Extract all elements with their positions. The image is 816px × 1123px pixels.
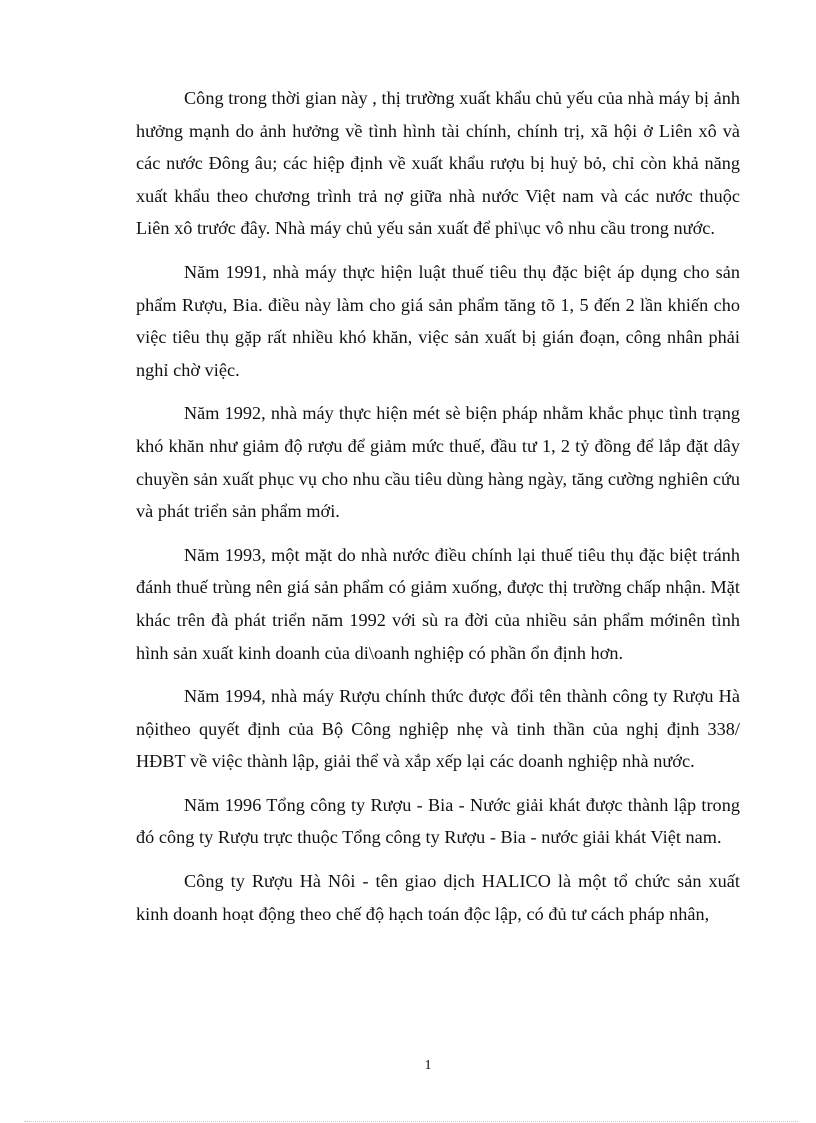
paragraph-2: Năm 1991, nhà máy thực hiện luật thuế tiêu thụ đặc biệt áp dụng cho sản phẩm Rượu, Bia. điều này làm cho giá sản phẩm tăng tõ 1, 5 đến 2 lần khiến cho việc tiêu thụ gặp rất nhiều khó khăn, việc sản xuất bị gián đoạn, công nhân phải nghỉ chờ việc. [136, 261, 740, 380]
page-number: 1 [424, 1058, 432, 1073]
document-body [136, 82, 740, 941]
paragraph-5: Năm 1994, nhà máy Rượu chính thức được đổi tên thành công ty Rượu Hà nộitheo quyết định của Bộ Công nghiệp nhẹ và tinh thần của nghị định 338/ HĐBT về việc thành lập, giải thể và xắp xếp lại các doanh nghiệp nhà nước. [136, 686, 740, 772]
paragraph-3: Năm 1992, nhà máy thực hiện mét sè biện pháp nhằm khắc phục tình trạng khó khăn như giảm độ rượu để giảm mức thuế, đầu tư 1, 2 tỷ đồng để lắp đặt dây chuyền sản xuất phục vụ cho nhu cầu tiêu dùng hàng ngày, tăng cường nghiên cứu và phát triển sản phẩm mới. [136, 403, 740, 522]
paragraph-7: Công ty Rượu Hà Nôi - tên giao dịch HALICO là một tổ chức sản xuất kinh doanh hoạt động theo chế độ hạch toán độc lập, có đủ tư cách pháp nhân, [136, 871, 740, 924]
paragraph-6: Năm 1996 Tổng công ty Rượu - Bia - Nước giải khát được thành lập trong đó công ty Rượu trực thuộc Tổng công ty Rượu - Bia - nước giải khát Việt nam. [136, 794, 740, 848]
paragraph-4: Năm 1993, một mặt do nhà nước điều chính lại thuế tiêu thụ đặc biệt tránh đánh thuế trùng nên giá sản phẩm có giảm xuống, được thị trường chấp nhận. Mặt khác trên đà phát triển năm 1992 với sù ra đời của nhiều sản phẩm mớinên tình hình sản xuất kinh doanh của di\oanh nghiệp có phần ổn định hơn. [136, 544, 740, 663]
paragraph-1: Công trong thời gian này , thị trường xuất khẩu chủ yếu của nhà máy bị ảnh hưởng mạnh do ảnh hưởng về tình hình tài chính, chính trị, xã hội ở Liên xô và các nước Đông âu; các hiệp định về xuất khẩu rượu bị huỷ bỏ, chỉ còn khả năng xuất khẩu theo chương trình trả nợ giữa nhà nước Việt nam và các nước thuộc Liên xô trước đây. Nhà máy chủ yếu sản xuất để phi\ục vô nhu cầu trong nước. [136, 88, 740, 239]
footer-dotted-rule [24, 1121, 798, 1122]
